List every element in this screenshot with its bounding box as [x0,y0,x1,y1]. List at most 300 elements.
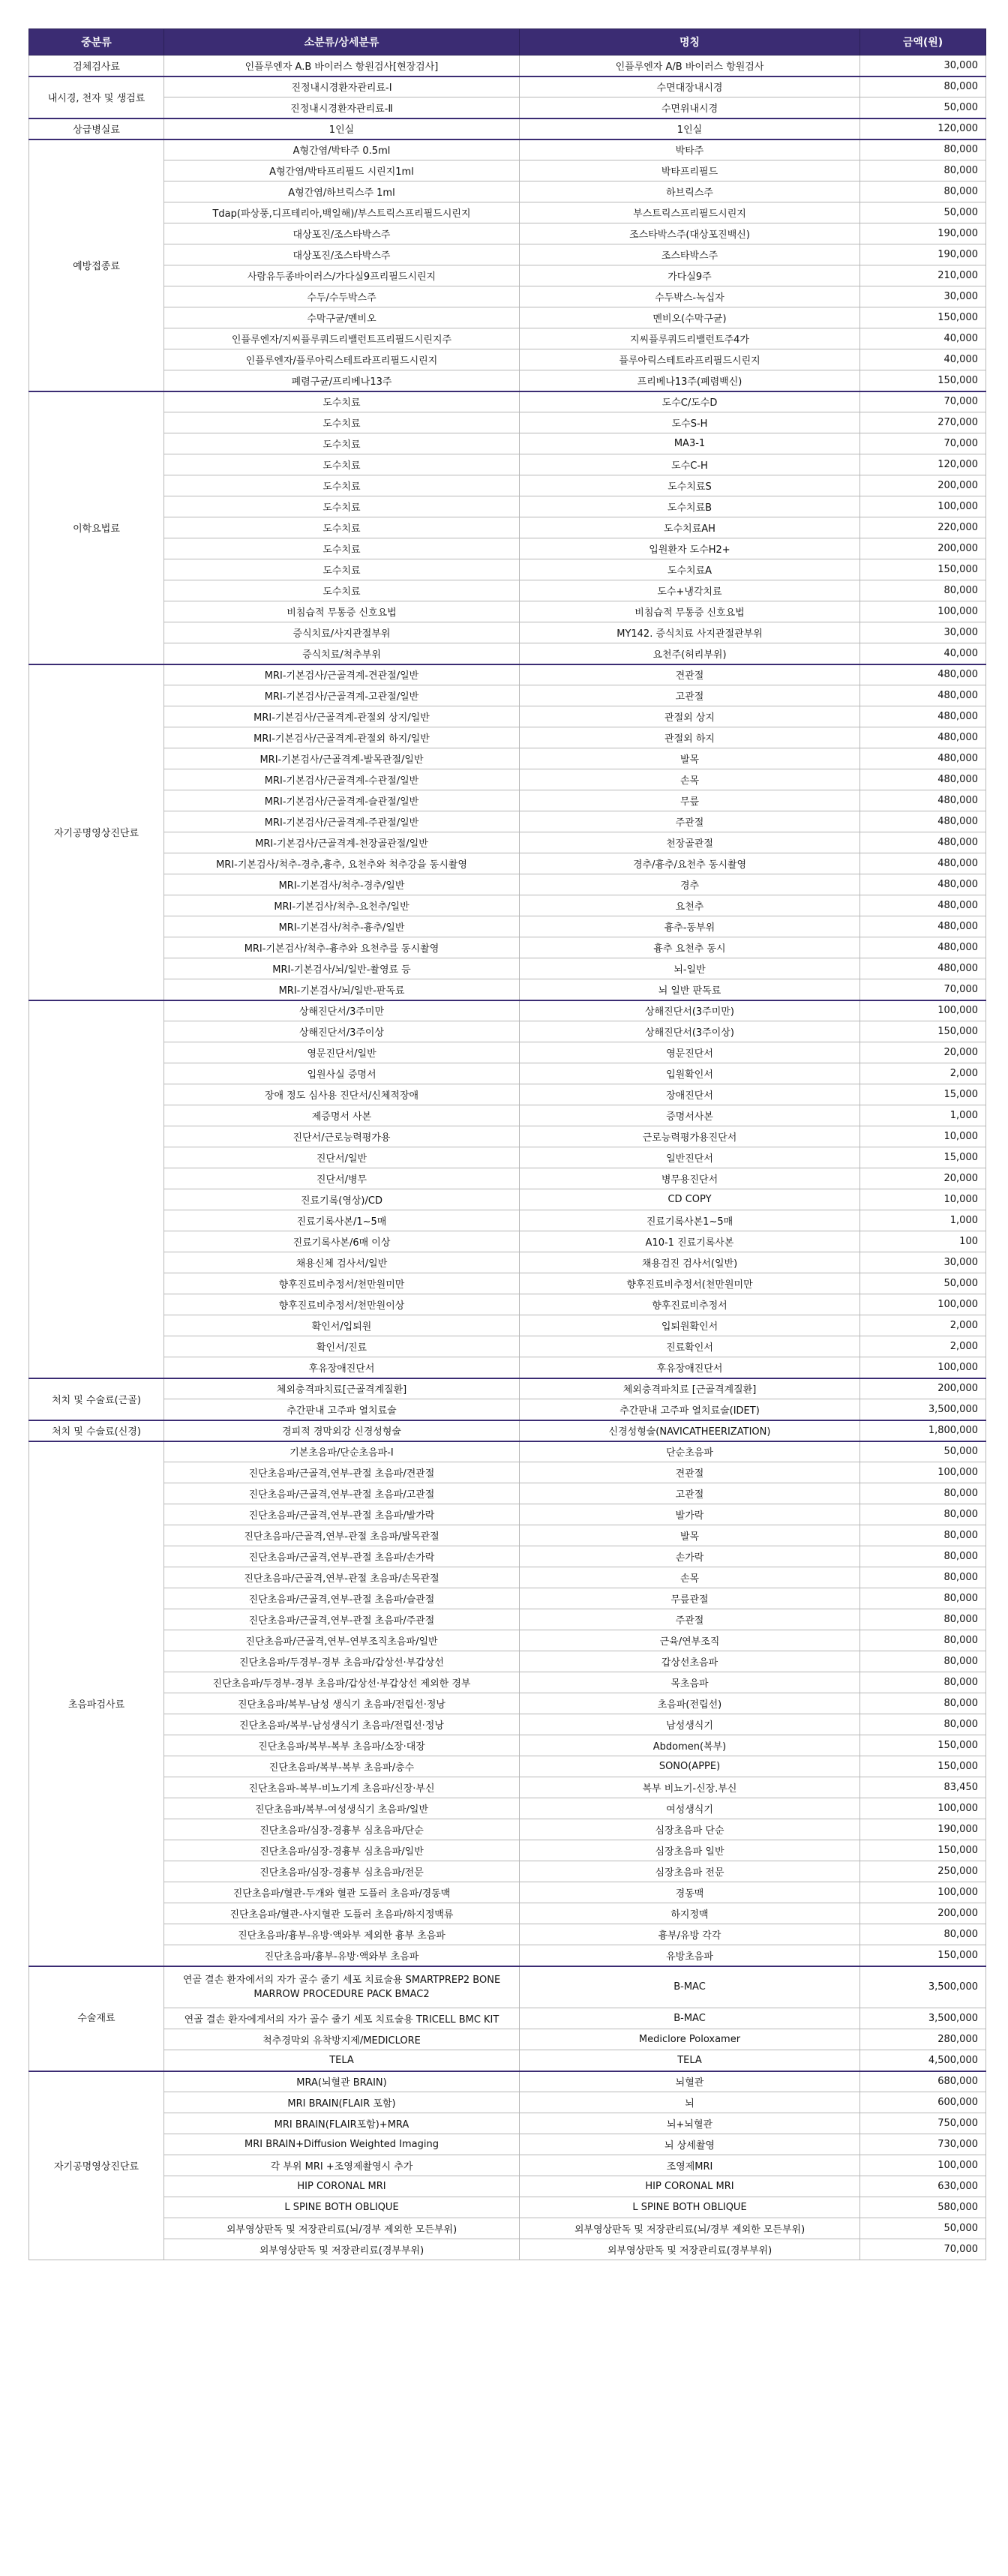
subcategory-cell: 도수치료 [164,496,520,517]
table-row [29,139,986,160]
subcategory-cell: 진료기록사본/6매 이상 [164,1231,520,1252]
name-cell: 입원환자 도수H2+ [520,538,860,559]
price-cell: 30,000 [860,622,986,643]
subcategory-cell: MRI-기본검사/근골격계-관절외 상지/일반 [164,706,520,727]
table-row [29,1924,986,1945]
price-cell: 80,000 [860,160,986,181]
name-cell: A10-1 진료기록사본 [520,1231,860,1252]
table-row [29,433,986,454]
price-cell: 70,000 [860,391,986,412]
name-cell: 입퇴원확인서 [520,1315,860,1336]
table-row [29,1525,986,1546]
subcategory-cell: 비침습적 무통증 신호요법 [164,601,520,622]
price-cell: 1,000 [860,1105,986,1126]
table-row [29,2197,986,2218]
subcategory-cell: 척추경막외 유착방지제/MEDICLORE [164,2029,520,2050]
subcategory-cell: 채용신체 검사서/일반 [164,1252,520,1273]
subcategory-cell: 1인실 [164,118,520,139]
price-cell: 70,000 [860,979,986,1000]
name-cell: 유방초음파 [520,1945,860,1966]
subcategory-cell: 체외충격파치료[근골격계질환] [164,1378,520,1399]
subcategory-cell: TELA [164,2050,520,2071]
table-row [29,1252,986,1273]
subcategory-cell: A형간염/하브릭스주 1ml [164,181,520,202]
name-cell: 프리베나13주(폐렴백신) [520,370,860,391]
subcategory-cell: A형간염/박타프리필드 시린지1ml [164,160,520,181]
table-row [29,55,986,76]
table-row [29,1504,986,1525]
table-row [29,1042,986,1063]
price-cell: 200,000 [860,475,986,496]
name-cell: 뇌+뇌혈관 [520,2113,860,2134]
subcategory-cell: 증식치료/사지관절부위 [164,622,520,643]
name-cell: 장애진단서 [520,1084,860,1105]
price-cell: 80,000 [860,139,986,160]
price-cell: 480,000 [860,916,986,937]
category-cell: 검체검사료 [29,55,164,76]
name-cell: 초음파(전립선) [520,1693,860,1714]
table-row [29,1378,986,1399]
name-cell: 심장초음파 일반 [520,1840,860,1861]
price-cell: 100,000 [860,1462,986,1483]
subcategory-cell: MRI-기본검사/근골격계-발목관절/일반 [164,748,520,769]
price-cell: 80,000 [860,1483,986,1504]
subcategory-cell: 영문진단서/일반 [164,1042,520,1063]
subcategory-cell: 연골 결손 환자에서의 자가 골수 줄기 세포 치료술용 SMARTPREP2 BONE MARROW PROCEDURE PACK BMAC2 [164,1966,520,2008]
price-cell: 480,000 [860,874,986,895]
price-cell: 220,000 [860,517,986,538]
price-cell: 280,000 [860,2029,986,2050]
name-cell: Abdomen(복부) [520,1735,860,1756]
table-row [29,475,986,496]
table-row [29,580,986,601]
name-cell: 하브릭스주 [520,181,860,202]
table-row [29,2071,986,2092]
table-row [29,853,986,874]
table-row [29,1126,986,1147]
price-cell: 480,000 [860,727,986,748]
price-cell: 480,000 [860,664,986,685]
category-cell: 예방접종료 [29,139,164,391]
name-cell: 상해진단서(3주미만) [520,1000,860,1021]
table-row [29,2176,986,2197]
category-cell: 수술재료 [29,1966,164,2071]
price-cell: 80,000 [860,1588,986,1609]
subcategory-cell: 진정내시경환자관리료-Ⅱ [164,97,520,118]
name-cell: 진료기록사본1~5매 [520,1210,860,1231]
name-cell: 향후진료비추정서(천만원미만 [520,1273,860,1294]
table-row [29,622,986,643]
name-cell: 박타프리필드 [520,160,860,181]
name-cell: 외부영상판독 및 저장관리료(뇌/경부 제외한 모든부위) [520,2218,860,2239]
price-cell: 480,000 [860,685,986,706]
price-cell: 10,000 [860,1126,986,1147]
name-cell: 도수치료A [520,559,860,580]
table-row [29,1273,986,1294]
price-cell: 80,000 [860,1546,986,1567]
table-row [29,1735,986,1756]
table-row [29,1063,986,1084]
table-row [29,1294,986,1315]
price-cell: 40,000 [860,643,986,664]
price-cell: 3,500,000 [860,1399,986,1420]
table-row [29,832,986,853]
name-cell: 흉추 요천추 동시 [520,937,860,958]
name-cell: 경추/흉추/요천추 동시촬영 [520,853,860,874]
price-cell: 200,000 [860,1378,986,1399]
subcategory-cell: 진단초음파/혈관-두개와 혈관 도플러 초음파/경동맥 [164,1882,520,1903]
price-cell: 480,000 [860,811,986,832]
price-cell: 80,000 [860,1924,986,1945]
table-row [29,1588,986,1609]
subcategory-cell: 진단초음파/근골격,연부-관절 초음파/발가락 [164,1504,520,1525]
subcategory-cell: MRI-기본검사/근골격계-수관절/일반 [164,769,520,790]
table-row [29,685,986,706]
table-row [29,1462,986,1483]
table-row [29,1357,986,1378]
name-cell: 수두박스-녹십자 [520,286,860,307]
subcategory-cell: 도수치료 [164,559,520,580]
name-cell: 발목 [520,748,860,769]
price-cell: 15,000 [860,1147,986,1168]
price-cell: 480,000 [860,769,986,790]
name-cell: MY142. 증식치료 사지관절관부위 [520,622,860,643]
subcategory-cell: 제증명서 사본 [164,1105,520,1126]
subcategory-cell: 상해진단서/3주미만 [164,1000,520,1021]
price-cell: 150,000 [860,1945,986,1966]
name-cell: B-MAC [520,1966,860,2008]
table-row [29,1714,986,1735]
name-cell: 뇌 일반 판독료 [520,979,860,1000]
subcategory-cell: 도수치료 [164,580,520,601]
subcategory-cell: 기본초음파/단순초음파-Ⅰ [164,1441,520,1462]
price-cell: 70,000 [860,2239,986,2260]
table-row [29,1210,986,1231]
price-cell: 10,000 [860,1189,986,1210]
name-cell: 조스타박스주(대상포진백신) [520,223,860,244]
price-cell: 600,000 [860,2092,986,2113]
subcategory-cell: 도수치료 [164,517,520,538]
subcategory-cell: 상해진단서/3주이상 [164,1021,520,1042]
name-cell: 도수C/도수D [520,391,860,412]
name-cell: 체외충격파치료 [근골격계질환] [520,1378,860,1399]
name-cell: 입원확인서 [520,1063,860,1084]
price-cell: 150,000 [860,307,986,328]
subcategory-cell: 진단초음파/근골격,연부-관절 초음파/손가락 [164,1546,520,1567]
name-cell: MA3-1 [520,433,860,454]
table-row [29,2239,986,2260]
header-name: 명칭 [520,29,860,55]
name-cell: 주관절 [520,1609,860,1630]
table-row [29,1399,986,1420]
name-cell: HIP CORONAL MRI [520,2176,860,2197]
table-row [29,307,986,328]
name-cell: 1인실 [520,118,860,139]
price-cell: 150,000 [860,1735,986,1756]
price-cell: 50,000 [860,1441,986,1462]
subcategory-cell: 진단초음파/복부-복부 초음파/충수 [164,1756,520,1777]
table-row [29,748,986,769]
name-cell: 무릎 [520,790,860,811]
category-cell: 상급병실료 [29,118,164,139]
table-row [29,1168,986,1189]
subcategory-cell: 진단초음파/근골격,연부-관절 초음파/주관절 [164,1609,520,1630]
table-row [29,2008,986,2029]
subcategory-cell: 진정내시경환자관리료-Ⅰ [164,76,520,97]
table-row [29,1630,986,1651]
price-cell: 200,000 [860,1903,986,1924]
subcategory-cell: 인플루엔자 A.B 바이러스 항원검사[현장검사] [164,55,520,76]
price-cell: 150,000 [860,1840,986,1861]
price-cell: 15,000 [860,1084,986,1105]
name-cell: 경추 [520,874,860,895]
price-cell: 80,000 [860,181,986,202]
subcategory-cell: 진료기록사본/1~5매 [164,1210,520,1231]
subcategory-cell: 진단초음파/근골격,연부-관절 초음파/견관절 [164,1462,520,1483]
name-cell: 흉추-동부위 [520,916,860,937]
table-row [29,643,986,664]
header-price: 금액(원) [860,29,986,55]
table-row [29,2113,986,2134]
table-row [29,97,986,118]
subcategory-cell: MRI-기본검사/뇌/일반-촬영료 등 [164,958,520,979]
price-cell: 50,000 [860,1273,986,1294]
table-row [29,1567,986,1588]
price-cell: 120,000 [860,118,986,139]
name-cell: 신경성형술(NAVICATHEERIZATION) [520,1420,860,1441]
price-cell: 100,000 [860,496,986,517]
subcategory-cell: 진단초음파/복부-남성생식기 초음파/전립선·정낭 [164,1714,520,1735]
price-cell: 480,000 [860,706,986,727]
subcategory-cell: 진단초음파/근골격,연부-관절 초음파/손목관절 [164,1567,520,1588]
subcategory-cell: 진단초음파/두경부-경부 초음파/갑상선·부갑상선 제외한 경부 [164,1672,520,1693]
name-cell: 조스타박스주 [520,244,860,265]
table-row [29,2092,986,2113]
name-cell: 관절외 하지 [520,727,860,748]
price-cell: 150,000 [860,1756,986,1777]
name-cell: 인플루엔자 A/B 바이러스 항원검사 [520,55,860,76]
name-cell: 박타주 [520,139,860,160]
name-cell: 뇌혈관 [520,2071,860,2092]
subcategory-cell: 대상포진/조스타박스주 [164,244,520,265]
table-row [29,1651,986,1672]
table-row [29,1147,986,1168]
name-cell: 근로능력평가용진단서 [520,1126,860,1147]
name-cell: 상해진단서(3주이상) [520,1021,860,1042]
price-cell: 80,000 [860,580,986,601]
price-cell: 100,000 [860,2155,986,2176]
table-row [29,1756,986,1777]
name-cell: CD COPY [520,1189,860,1210]
subcategory-cell: 인플루엔자/플루아릭스테트라프리필드시린지 [164,349,520,370]
table-row [29,328,986,349]
subcategory-cell: MRI-기본검사/근골격계-천장골관절/일반 [164,832,520,853]
subcategory-cell: 진단초음파/심장-경흉부 심초음파/전문 [164,1861,520,1882]
price-cell: 3,500,000 [860,1966,986,2008]
subcategory-cell: 경피적 경막외강 신경성형술 [164,1420,520,1441]
name-cell: 단순초음파 [520,1441,860,1462]
name-cell: 여성생식기 [520,1798,860,1819]
name-cell: 도수치료S [520,475,860,496]
name-cell: 흉부/유방 각각 [520,1924,860,1945]
name-cell: 향후진료비추정서 [520,1294,860,1315]
table-row [29,937,986,958]
name-cell: 고관절 [520,1483,860,1504]
table-row [29,244,986,265]
price-cell: 80,000 [860,1504,986,1525]
name-cell: 지씨플루쿼드리밸런트주4가 [520,328,860,349]
table-row [29,979,986,1000]
name-cell: 플루아릭스테트라프리필드시린지 [520,349,860,370]
subcategory-cell: 수두/수두박스주 [164,286,520,307]
subcategory-cell: 진단초음파/근골격,연부-관절 초음파/슬관절 [164,1588,520,1609]
name-cell: 하지정맥 [520,1903,860,1924]
subcategory-cell: 사람유두종바이러스/가다실9프리필드시린지 [164,265,520,286]
subcategory-cell: 확인서/입퇴원 [164,1315,520,1336]
table-row [29,2050,986,2071]
name-cell: 견관절 [520,664,860,685]
price-cell: 480,000 [860,853,986,874]
subcategory-cell: 장애 정도 심사용 진단서/신체적장애 [164,1084,520,1105]
name-cell: 도수S-H [520,412,860,433]
price-cell: 150,000 [860,559,986,580]
subcategory-cell: MRI BRAIN(FLAIR포함)+MRA [164,2113,520,2134]
table-row [29,118,986,139]
table-row [29,664,986,685]
subcategory-cell: 진단초음파/근골격,연부-관절 초음파/발목관절 [164,1525,520,1546]
price-cell: 80,000 [860,1609,986,1630]
price-cell: 480,000 [860,958,986,979]
price-cell: 50,000 [860,2218,986,2239]
name-cell: 고관절 [520,685,860,706]
table-row [29,916,986,937]
price-cell: 50,000 [860,202,986,223]
subcategory-cell: MRI BRAIN(FLAIR 포함) [164,2092,520,2113]
table-row [29,202,986,223]
price-cell: 480,000 [860,748,986,769]
price-cell: 120,000 [860,454,986,475]
subcategory-cell: 추간판내 고주파 열치료술 [164,1399,520,1420]
subcategory-cell: 진단초음파/근골격,연부-관절 초음파/고관절 [164,1483,520,1504]
table-row [29,1483,986,1504]
table-row [29,1798,986,1819]
header-category: 중분류 [29,29,164,55]
name-cell: 경동맥 [520,1882,860,1903]
category-cell: 자기공명영상진단료 [29,2071,164,2260]
subcategory-cell: MRI-기본검사/근골격계-관절외 하지/일반 [164,727,520,748]
table-row [29,1609,986,1630]
name-cell: 손가락 [520,1546,860,1567]
table-row [29,601,986,622]
table-row [29,265,986,286]
category-cell: 처치 및 수술료(근골) [29,1378,164,1420]
subcategory-cell: 수막구균/멘비오 [164,307,520,328]
price-cell: 150,000 [860,370,986,391]
name-cell: 진료확인서 [520,1336,860,1357]
price-cell: 40,000 [860,328,986,349]
subcategory-cell: 도수치료 [164,412,520,433]
price-cell: 2,000 [860,1336,986,1357]
name-cell: 근육/연부조직 [520,1630,860,1651]
table-row [29,874,986,895]
subcategory-cell: MRI BRAIN+Diffusion Weighted Imaging [164,2134,520,2155]
name-cell: 채용검진 검사서(일반) [520,1252,860,1273]
price-cell: 100,000 [860,1000,986,1021]
table-row [29,391,986,412]
subcategory-cell: 외부영상판독 및 저장관리료(경부부위) [164,2239,520,2260]
name-cell: 견관절 [520,1462,860,1483]
table-row [29,1105,986,1126]
name-cell: 후유장애진단서 [520,1357,860,1378]
subcategory-cell: 향후진료비추정서/천만원미만 [164,1273,520,1294]
table-row [29,160,986,181]
table-row [29,1903,986,1924]
table-row [29,412,986,433]
table-row [29,496,986,517]
table-row [29,370,986,391]
name-cell: 도수C-H [520,454,860,475]
price-cell: 210,000 [860,265,986,286]
price-cell: 3,500,000 [860,2008,986,2029]
price-cell: 100,000 [860,1798,986,1819]
name-cell: 부스트릭스프리필드시린지 [520,202,860,223]
subcategory-cell: 진단초음파/복부-남성 생식기 초음파/전립선·정낭 [164,1693,520,1714]
table-row [29,1777,986,1798]
subcategory-cell: 향후진료비추정서/천만원이상 [164,1294,520,1315]
table-row [29,2134,986,2155]
subcategory-cell: MRI-기본검사/뇌/일반-판독료 [164,979,520,1000]
price-cell: 100,000 [860,1882,986,1903]
table-row [29,2029,986,2050]
category-cell: 이학요법료 [29,391,164,664]
table-row [29,2155,986,2176]
table-row [29,1315,986,1336]
table-row [29,895,986,916]
name-cell: 가다실9주 [520,265,860,286]
name-cell: Mediclore Poloxamer [520,2029,860,2050]
subcategory-cell: MRA(뇌혈관 BRAIN) [164,2071,520,2092]
category-cell [29,1000,164,1378]
price-cell: 190,000 [860,223,986,244]
subcategory-cell: 도수치료 [164,433,520,454]
header-subcategory: 소분류/상세분류 [164,29,520,55]
table-row [29,1819,986,1840]
name-cell: 증명서사본 [520,1105,860,1126]
subcategory-cell: MRI-기본검사/척추-흉추/일반 [164,916,520,937]
name-cell: TELA [520,2050,860,2071]
subcategory-cell: 진단서/병무 [164,1168,520,1189]
price-cell: 83,450 [860,1777,986,1798]
category-cell: 내시경, 천자 및 생검료 [29,76,164,118]
price-cell: 2,000 [860,1063,986,1084]
name-cell: 병무용진단서 [520,1168,860,1189]
table-row [29,1231,986,1252]
name-cell: 뇌-일반 [520,958,860,979]
subcategory-cell: 진단초음파/복부-복부 초음파/소장·대장 [164,1735,520,1756]
table-row [29,1672,986,1693]
subcategory-cell: 진단초음파/흉부-유방·액와부 제외한 흉부 초음파 [164,1924,520,1945]
subcategory-cell: 인플루엔자/지씨플루쿼드리밸런트프리필드시린지주 [164,328,520,349]
price-cell: 100,000 [860,1294,986,1315]
table-row [29,790,986,811]
price-cell: 250,000 [860,1861,986,1882]
fee-table [28,28,986,2260]
name-cell: 도수치료B [520,496,860,517]
subcategory-cell: 후유장애진단서 [164,1357,520,1378]
subcategory-cell: MRI-기본검사/척추-흉추와 요천추를 동시촬영 [164,937,520,958]
table-row [29,811,986,832]
category-cell: 자기공명영상진단료 [29,664,164,1000]
